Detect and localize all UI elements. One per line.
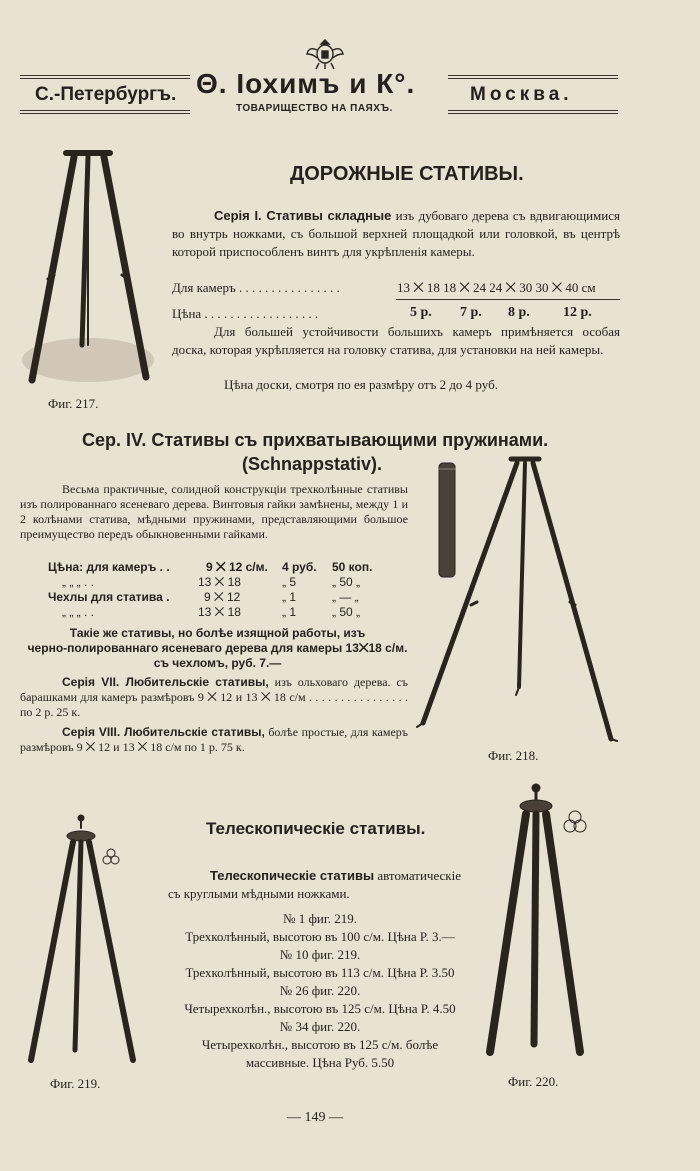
telescopic-item-1-number: № 1 фиг. 219. [283, 911, 357, 926]
price-row-kop: „ 50 „ [332, 605, 361, 619]
series7-paragraph [20, 675, 408, 720]
series8-label: Серія VIII. Любительскіе стативы, [62, 725, 265, 739]
figure-218-caption: Фиг. 218. [488, 748, 539, 763]
fancy-line-1: Такіе же стативы, но болѣе изящной работы, изъ [69, 626, 366, 640]
spring-description: Весьма практичные, солидной конструкціи трехколѣнные стативы изъ полированнаго ясеневаго дерева. Винтовыя гайки замѣнены, между 1 и 2 колѣнами статива, мѣдными пружинами, представляющими большое преимущество передъ обыкновенными гайками. [20, 482, 408, 541]
city-left: С.-Петербургъ. [35, 84, 177, 105]
price-row-kop: „ — „ [332, 590, 359, 604]
price-row-label: „ „ „ . . [62, 605, 94, 619]
fancy-line-2: черно-полированнаго ясеневаго дерева для камеры 13⨉18 с/м. [27, 641, 408, 655]
price-row-rub: „ 1 [282, 590, 297, 604]
price-label: Цѣна . . . . . . . . . . . . . . . . . . [172, 306, 319, 321]
header-rule-right-top [448, 75, 618, 79]
price-row-1 [20, 560, 415, 575]
figure-217-caption: Фиг. 217. [48, 396, 99, 411]
telescopic-item-list [160, 910, 480, 1072]
city-right: Москва. [470, 84, 573, 105]
price-row-3 [20, 590, 415, 605]
cameras-label: Для камеръ . . . . . . . . . . . . . . . . [172, 280, 340, 295]
price-3: 8 р. [508, 305, 530, 320]
price-row-4 [20, 605, 415, 620]
series8-text: болѣе простые, для камеръ размѣровъ 9 ⨉ 12 и 13 ⨉ 18 с/м по 1 р. 75 к. [20, 725, 408, 754]
price-row-size: 9 ⨉ 12 [204, 590, 241, 604]
telescopic-item-3-desc: Четырехколѣн., высотою въ 125 с/м. Цѣна Р. 4.50 [184, 1001, 456, 1016]
telescopic-item-2-number: № 10 фиг. 219. [279, 947, 361, 962]
board-text: Для большей устойчивости большихъ камеръ примѣняется особая доска, которая укрѣпляется на головку статива, для установки на ней камеры. [172, 324, 620, 357]
board-price: Цѣна доски, смотря по ея размѣру отъ 2 до 4 руб. [224, 377, 498, 392]
series1-text: изъ дубоваго дерева съ вдвигающимися во внутрь ножками, съ большой верхней площадкой или головкой, въ центрѣ которой приспособленъ винтъ для укрѣпленія камеры. [172, 208, 620, 259]
price-row-size: 9 ⨉ 12 с/м. [206, 560, 268, 574]
figure-220-caption: Фиг. 220. [508, 1074, 559, 1089]
price-row-2 [20, 575, 415, 590]
price-row-label: „ „ „ . . [62, 575, 94, 589]
spring-price-table [20, 560, 415, 620]
price-row-kop: 50 коп. [332, 560, 373, 574]
tripod-fig-217-image [18, 145, 158, 395]
figure-219-caption: Фиг. 219. [50, 1076, 101, 1091]
cameras-sizes: 13 ⨉ 18 18 ⨉ 24 24 ⨉ 30 30 ⨉ 40 см [397, 280, 596, 295]
telescopic-item-1-desc: Трехколѣнный, высотою въ 100 с/м. Цѣна Р. 3.— [185, 929, 455, 944]
telescopic-intro-line1 [210, 868, 461, 884]
telescopic-title: Телескопическіе стативы. [206, 819, 426, 838]
price-row-rub: „ 1 [282, 605, 297, 619]
spring-title-line2: (Schnappstativ). [242, 454, 383, 474]
tripod-fig-218-image [415, 455, 615, 755]
series1-label: Серія I. Стативы складные [214, 208, 392, 223]
telescopic-intro-rest: автоматическіе [377, 868, 461, 883]
telescopic-item-2-desc: Трехколѣнный, высотою въ 113 с/м. Цѣна Р. 3.50 [185, 965, 455, 980]
company-name: Θ. Іохимъ и К°. [196, 68, 416, 99]
sizes-underline [396, 299, 620, 300]
price-row-kop: „ 50 „ [332, 575, 361, 589]
telescopic-item-3-number: № 26 фиг. 220. [279, 983, 361, 998]
travel-title: ДОРОЖНЫЕ СТАТИВЫ. [290, 163, 524, 185]
fancy-line-3: съ чехломъ, руб. 7.— [153, 656, 282, 670]
price-row-size: 13 ⨉ 18 [198, 605, 241, 619]
price-1: 5 р. [410, 305, 432, 320]
telescopic-intro-bold: Телескопическіе стативы [210, 868, 375, 883]
tripod-fig-219-image [25, 810, 145, 1070]
company-subtitle: ТОВАРИЩЕСТВО НА ПАЯХЪ. [236, 103, 393, 114]
spring-title-line1: Сер. IV. Стативы съ прихватывающими пружинами. [82, 430, 549, 450]
price-2: 7 р. [460, 305, 482, 320]
telescopic-intro-line2: съ круглыми мѣдными ножками. [168, 886, 350, 901]
series7-text: изъ ольховаго дерева. съ барашками для камеръ размѣровъ 9 ⨉ 12 и 13 ⨉ 18 с/м . . . . . . . . . . . . . . . . по 2 р. 25 к. [20, 675, 408, 719]
crest-icon [305, 36, 345, 72]
page-number: — 149 — [287, 1110, 343, 1125]
tripod-fig-220-image [480, 780, 600, 1065]
price-row-size: 13 ⨉ 18 [198, 575, 241, 589]
price-4: 12 р. [563, 305, 592, 320]
telescopic-item-4-number: № 34 фиг. 220. [279, 1019, 361, 1034]
header-rule-left-top [20, 75, 190, 79]
price-row-label: Чехлы для статива . [48, 590, 170, 604]
fancy-block [20, 626, 415, 671]
price-row-label: Цѣна: для камеръ . . [48, 560, 170, 574]
series8-paragraph [20, 725, 408, 755]
telescopic-item-4-desc: Четырехколѣн., высотою въ 125 с/м. болѣе массивные. Цѣна Руб. 5.50 [201, 1037, 439, 1070]
header-rule-left-bottom [20, 110, 190, 114]
series7-label: Серія VII. Любительскіе стативы, [62, 675, 269, 689]
series1-paragraph [172, 207, 620, 261]
price-row-rub: 4 руб. [282, 560, 317, 574]
price-row-rub: „ 5 [282, 575, 297, 589]
header-rule-right-bottom [448, 110, 618, 114]
